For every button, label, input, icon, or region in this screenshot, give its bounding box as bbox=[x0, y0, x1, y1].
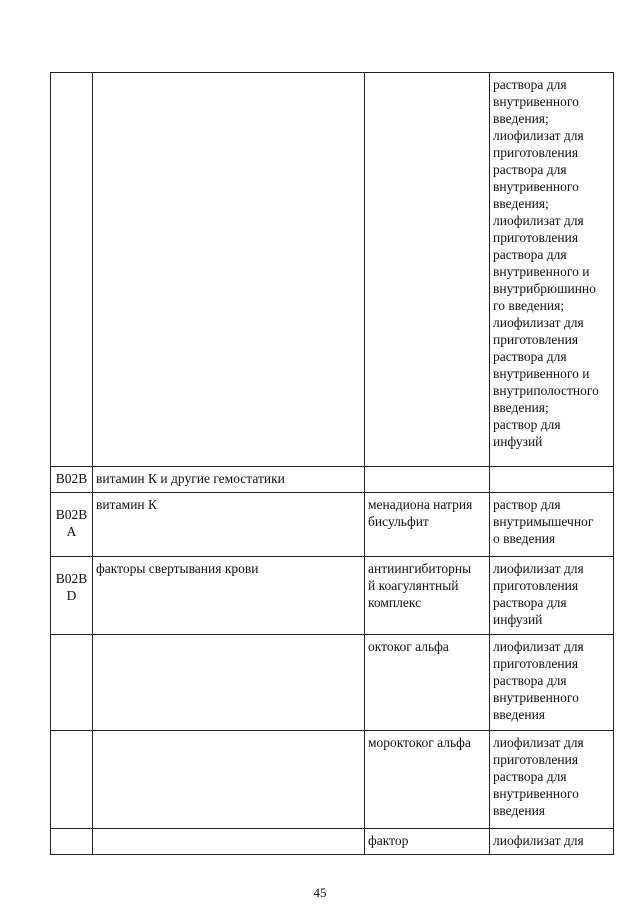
inn-cell bbox=[365, 467, 490, 493]
group-name-cell: витамин К bbox=[93, 493, 365, 557]
inn-cell: антиингибиторны й коагулянтный комплекс bbox=[365, 557, 490, 635]
dosage-form-cell: лиофилизат для приготовления раствора для инфузий bbox=[490, 557, 614, 635]
inn-cell bbox=[365, 73, 490, 467]
dosage-form-cell: раствора для внутривенного введения; лиофилизат для приготовления раствора для внутривенного введения; лиофилизат для приготовления раствора для внутривенного и внутрибрюшинно го введения; лиофилизат для приготовления раствора для внутривенного и внутриполостного введения; раствор для инфузий bbox=[490, 73, 614, 467]
dosage-form-cell: лиофилизат для приготовления раствора для внутривенного введения bbox=[490, 635, 614, 731]
group-name-cell bbox=[93, 731, 365, 829]
table-row bbox=[51, 493, 614, 557]
atc-code-cell: B02B A bbox=[51, 493, 93, 557]
dosage-form-cell: лиофилизат для приготовления раствора для внутривенного введения bbox=[490, 731, 614, 829]
dosage-form-cell: лиофилизат для bbox=[490, 829, 614, 855]
atc-code-cell bbox=[51, 73, 93, 467]
group-name-cell bbox=[93, 73, 365, 467]
dosage-form-cell: раствор для внутримышечног о введения bbox=[490, 493, 614, 557]
group-name-cell bbox=[93, 829, 365, 855]
group-name-cell bbox=[93, 635, 365, 731]
table-row bbox=[51, 731, 614, 829]
page-number: 45 bbox=[313, 885, 327, 900]
dosage-form-cell bbox=[490, 467, 614, 493]
table-row bbox=[51, 73, 614, 467]
atc-code-cell: B02B bbox=[51, 467, 93, 493]
inn-cell: мороктоког альфа bbox=[365, 731, 490, 829]
inn-cell: менадиона натрия бисульфит bbox=[365, 493, 490, 557]
inn-cell: октоког альфа bbox=[365, 635, 490, 731]
table-row bbox=[51, 635, 614, 731]
medicines-table bbox=[50, 72, 614, 855]
table-row bbox=[51, 467, 614, 493]
atc-code-cell: B02B D bbox=[51, 557, 93, 635]
atc-code-cell bbox=[51, 635, 93, 731]
atc-code-cell bbox=[51, 731, 93, 829]
group-name-cell: факторы свертывания крови bbox=[93, 557, 365, 635]
table-row bbox=[51, 557, 614, 635]
inn-cell: фактор bbox=[365, 829, 490, 855]
group-name-cell: витамин К и другие гемостатики bbox=[93, 467, 365, 493]
atc-code-cell bbox=[51, 829, 93, 855]
table-row bbox=[51, 829, 614, 855]
